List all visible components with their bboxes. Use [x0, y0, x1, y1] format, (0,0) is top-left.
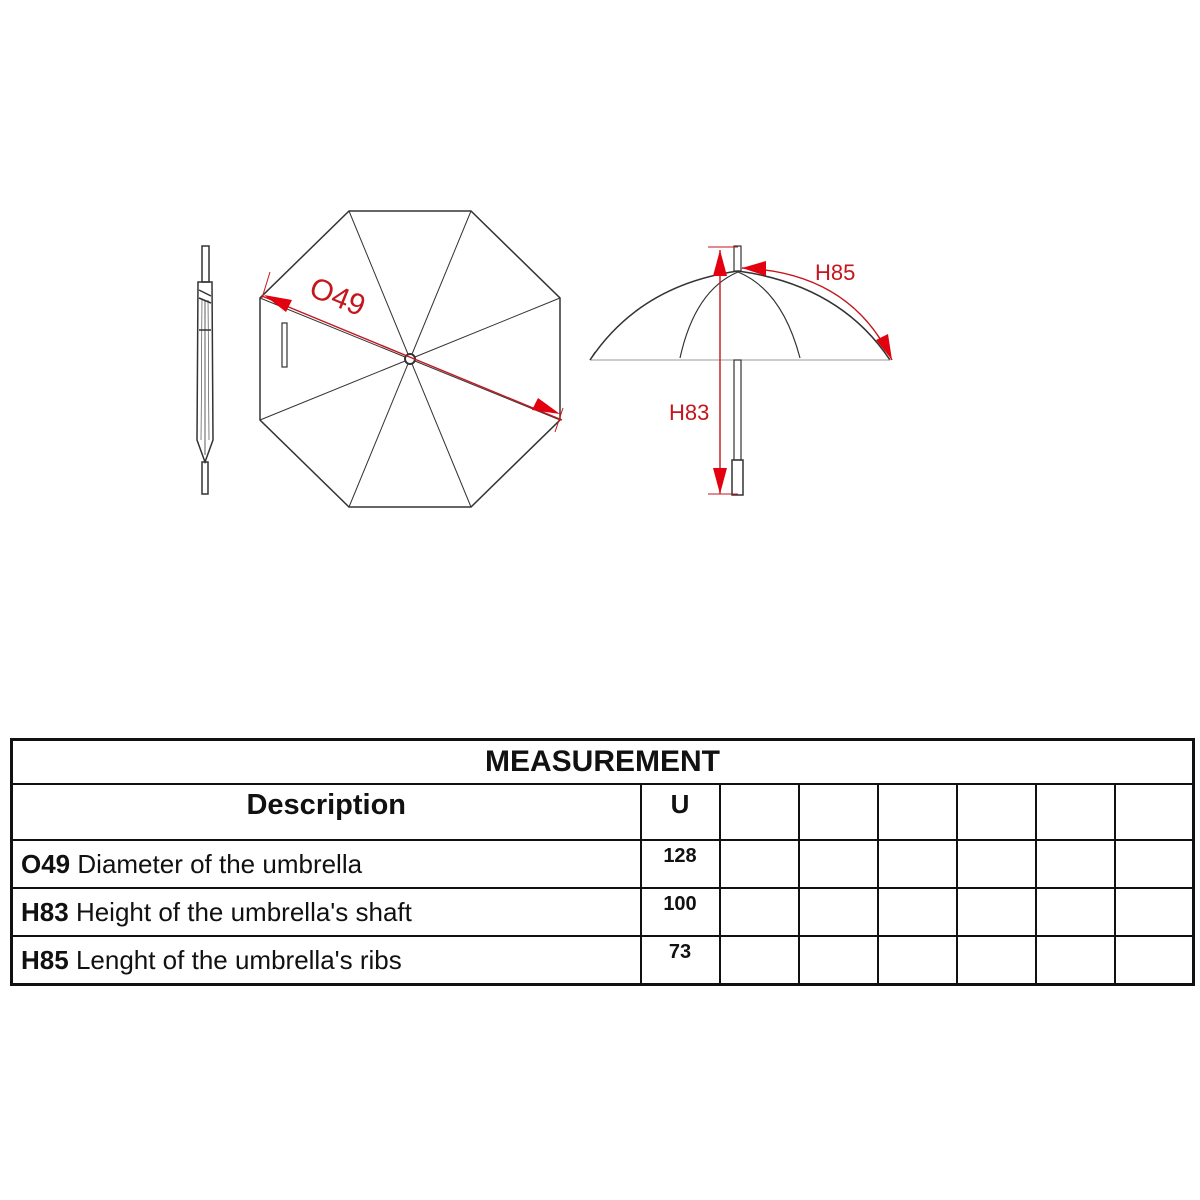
row-value: 100 [641, 888, 720, 936]
height-dimension [669, 247, 738, 494]
row-code: H83 [21, 896, 69, 927]
row-text: Height of the umbrella's shaft [75, 896, 412, 927]
ribs-dimension [742, 260, 892, 360]
empty-cell [957, 784, 1036, 840]
empty-cell [1115, 840, 1194, 888]
empty-cell [957, 888, 1036, 936]
closed-umbrella-drawing [197, 246, 213, 494]
table-row [12, 936, 1194, 985]
empty-cell [957, 936, 1036, 985]
empty-cell [1115, 936, 1194, 985]
empty-cell [957, 840, 1036, 888]
empty-cell [1036, 784, 1115, 840]
top-view-drawing [260, 211, 560, 507]
empty-cell [720, 888, 799, 936]
empty-cell [1036, 840, 1115, 888]
row-text: Lenght of the umbrella's ribs [75, 944, 402, 975]
empty-cell [799, 840, 878, 888]
empty-cell [720, 840, 799, 888]
table-title: MEASUREMENT [12, 740, 1194, 785]
table-header-row [12, 784, 1194, 840]
umbrella-drawings [0, 0, 1200, 560]
empty-cell [1036, 888, 1115, 936]
ribs-label: H85 [815, 260, 856, 285]
empty-cell [799, 936, 878, 985]
row-description [12, 936, 641, 985]
empty-cell [720, 936, 799, 985]
row-description [12, 840, 641, 888]
row-value: 73 [641, 936, 720, 985]
row-code: O49 [21, 848, 71, 879]
table-row [12, 840, 1194, 888]
empty-cell [878, 936, 957, 985]
table-row [12, 888, 1194, 936]
empty-cell [799, 784, 878, 840]
row-description [12, 888, 641, 936]
diameter-label: O49 [304, 271, 370, 323]
empty-cell [1115, 784, 1194, 840]
row-code: H85 [21, 944, 69, 975]
diameter-dimension [262, 271, 563, 432]
unit-header: U [641, 784, 720, 840]
row-text: Diameter of the umbrella [77, 848, 363, 879]
empty-cell [878, 784, 957, 840]
description-header: Description [12, 784, 641, 840]
empty-cell [720, 784, 799, 840]
height-label: H83 [669, 400, 710, 425]
measurement-table [10, 738, 1195, 986]
row-value: 128 [641, 840, 720, 888]
empty-cell [1036, 936, 1115, 985]
empty-cell [1115, 888, 1194, 936]
empty-cell [878, 888, 957, 936]
empty-cell [799, 888, 878, 936]
empty-cell [878, 840, 957, 888]
